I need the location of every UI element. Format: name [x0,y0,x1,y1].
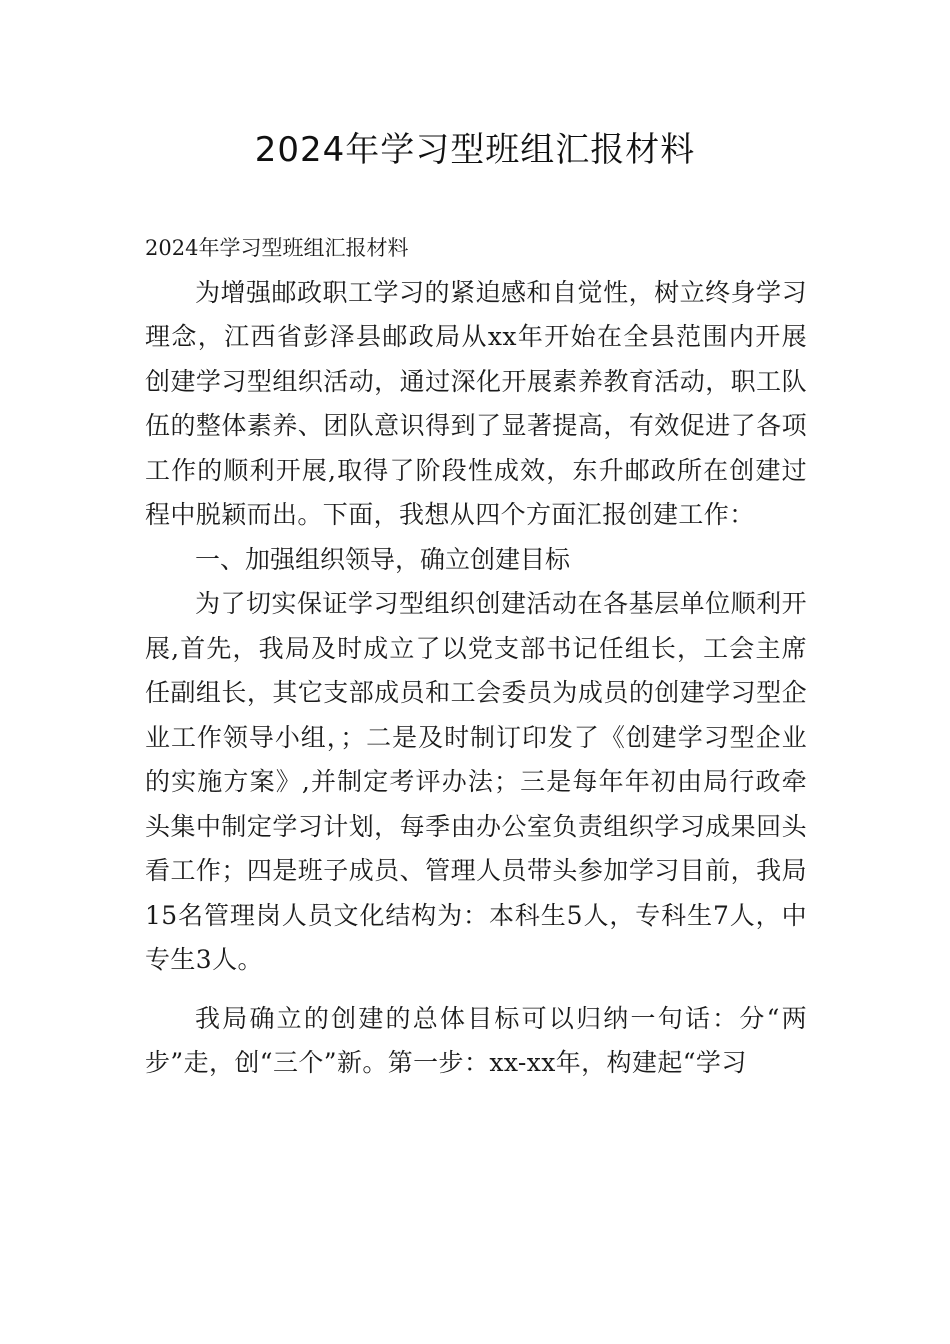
goal-paragraph: 我局确立的创建的总体目标可以归纳一句话：分“两步”走，创“三个”新。第一步：xx-xx年，构建起“学习 [145,1003,807,1077]
document-body [145,226,807,1086]
section-1-paragraph: 为了切实保证学习型组织创建活动在各基层单位顺利开展,首先，我局及时成立了以党支部书记任组长，工会主席任副组长，其它支部成员和工会委员为成员的创建学习型企业工作领导小组，；二是及时制订印发了《创建学习型企业的实施方案》,并制定考评办法；三是每年年初由局行政牵头集中制定学习计划，每季由办公室负责组织学习成果回头看工作；四是班子成员、管理人员带头参加学习目前，我局15名管理岗人员文化结构为：本科生5人，专科生7人，中专生3人。 [145,589,807,974]
document-title: 2024年学习型班组汇报材料 [254,130,696,170]
intro-paragraph: 为增强邮政职工学习的紧迫感和自觉性，树立终身学习理念，江西省彭泽县邮政局从xx年开始在全县范围内开展创建学习型组织活动，通过深化开展素养教育活动，职工队伍的整体素养、团队意识得到了显著提高，有效促进了各项工作的顺利开展,取得了阶段性成效，东升邮政所在创建过程中脱颖而出。下面，我想从四个方面汇报创建工作： [145,277,807,529]
document-subtitle: 2024年学习型班组汇报材料 [145,236,409,260]
section-heading-1: 一、加强组织领导，确立创建目标 [195,544,571,574]
